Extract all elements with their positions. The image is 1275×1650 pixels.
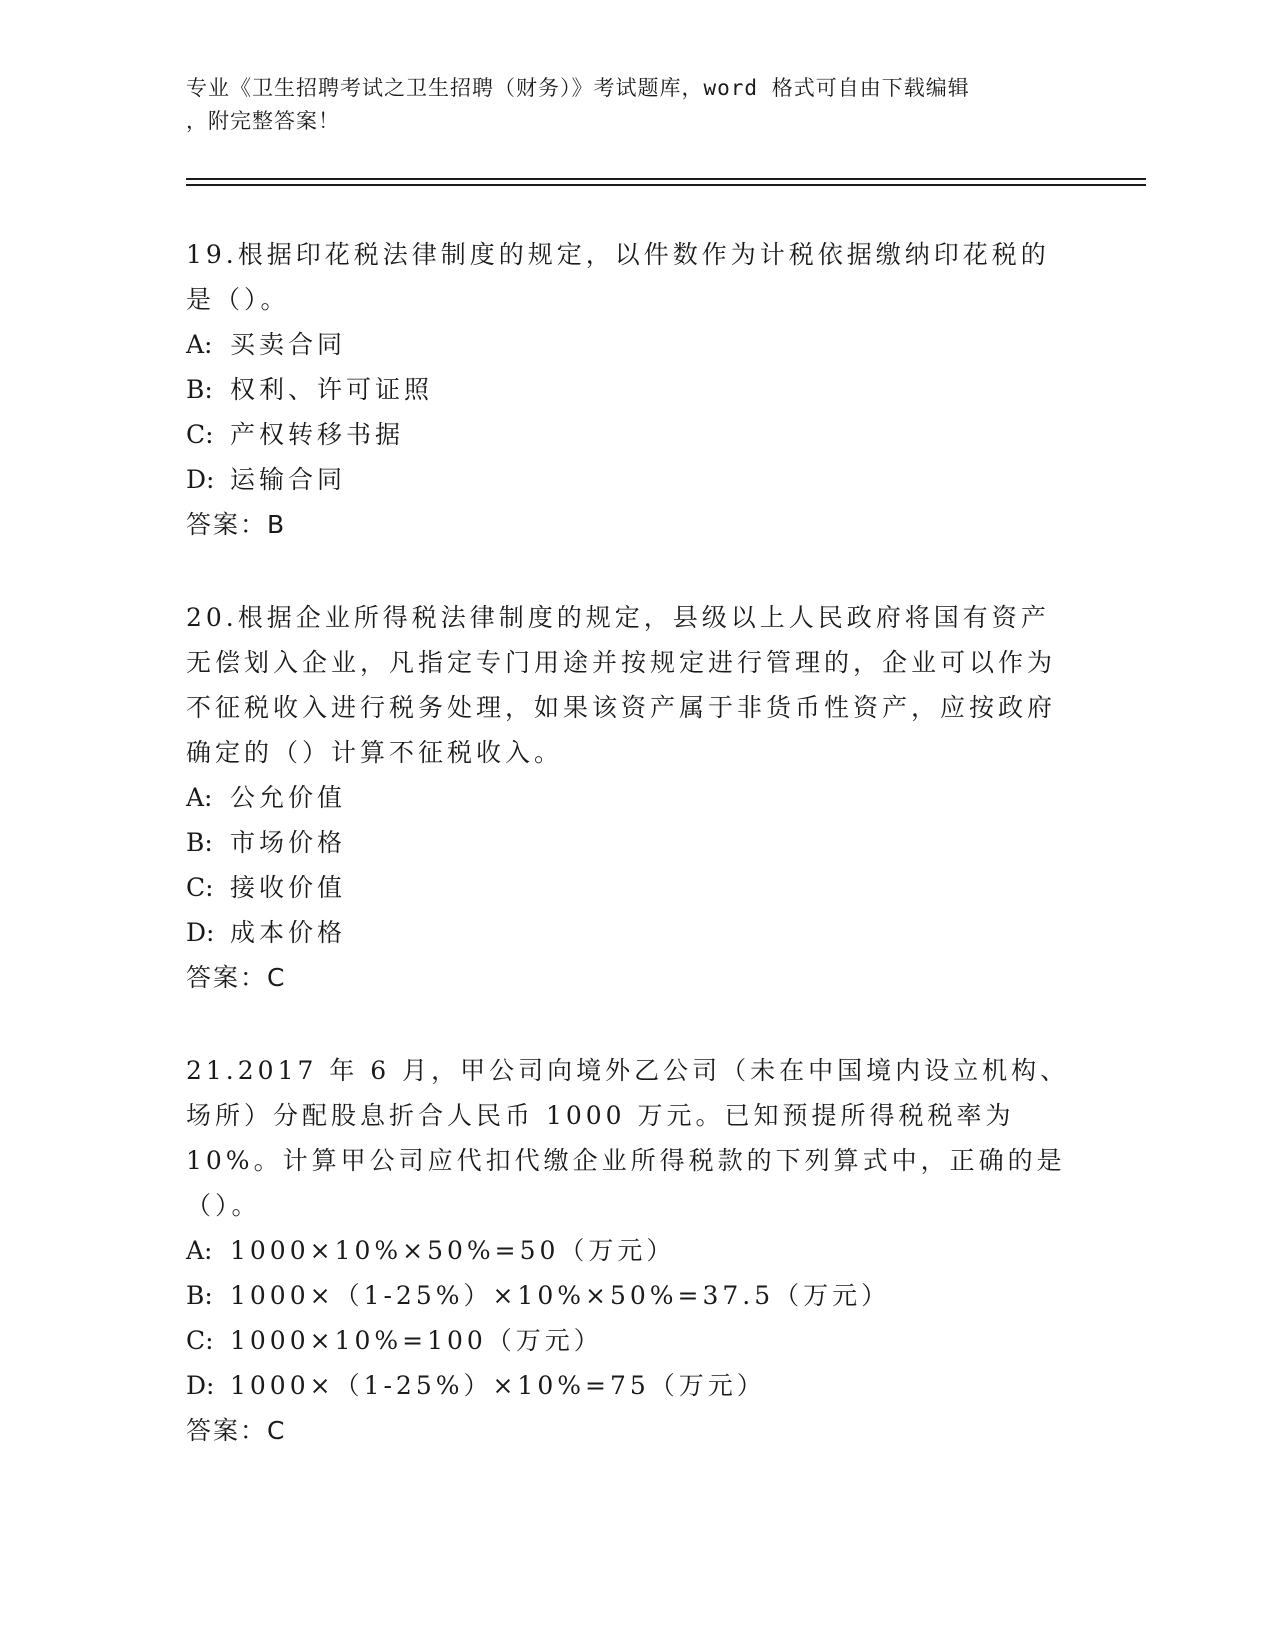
answer-line: 答案：C	[186, 963, 287, 992]
option-a	[186, 1228, 1076, 1273]
option-letter: B:	[186, 1281, 213, 1310]
option-text: 市场价格	[230, 828, 347, 857]
option-d	[186, 1363, 1076, 1408]
option-letter: A:	[186, 330, 213, 359]
question-text: 19.根据印花税法律制度的规定，以件数作为计税依据缴纳印花税的是（）。	[186, 240, 1050, 314]
option-letter: C:	[186, 1326, 214, 1355]
option-c	[186, 412, 1076, 457]
option-text: 产权转移书据	[230, 420, 405, 449]
question-21	[186, 1048, 1076, 1453]
option-letter: D:	[186, 918, 215, 947]
option-d	[186, 457, 1076, 502]
option-c	[186, 865, 1076, 910]
question-text: 20.根据企业所得税法律制度的规定，县级以上人民政府将国有资产无偿划入企业，凡指定专门用途并按规定进行管理的，企业可以作为不征税收入进行税务处理，如果该资产属于非货币性资产，应按政府确定的（）计算不征税收入。	[186, 603, 1057, 767]
question-19	[186, 232, 1076, 547]
option-text: 1000×10%=100（万元）	[230, 1326, 603, 1355]
option-letter: B:	[186, 828, 213, 857]
option-a	[186, 322, 1076, 367]
question-text: 21.2017 年 6 月，甲公司向境外乙公司（未在中国境内设立机构、场所）分配股息折合人民币 1000 万元。已知预提所得税税率为 10%。计算甲公司应代扣代缴企业所得税款的下列算式中，正确的是（）。	[186, 1056, 1070, 1220]
option-b	[186, 367, 1076, 412]
option-letter: D:	[186, 1371, 215, 1400]
header-divider-bottom	[186, 184, 1146, 186]
option-text: 运输合同	[230, 465, 347, 494]
option-letter: A:	[186, 1236, 213, 1265]
option-d	[186, 910, 1076, 955]
option-a	[186, 775, 1076, 820]
option-text: 接收价值	[230, 873, 347, 902]
option-letter: D:	[186, 465, 215, 494]
option-text: 1000×（1-25%）×10%×50%=37.5（万元）	[230, 1281, 891, 1310]
option-text: 买卖合同	[230, 330, 347, 359]
option-text: 权利、许可证照	[230, 375, 434, 404]
option-text: 成本价格	[230, 918, 347, 947]
question-20	[186, 595, 1076, 1000]
document-header	[186, 72, 1066, 138]
option-letter: C:	[186, 873, 214, 902]
header-line-2: ，附完整答案！	[186, 109, 340, 133]
option-c	[186, 1318, 1076, 1363]
option-text: 1000×10%×50%=50（万元）	[230, 1236, 676, 1265]
option-text: 1000×（1-25%）×10%=75（万元）	[230, 1371, 766, 1400]
option-letter: C:	[186, 420, 214, 449]
question-list	[186, 232, 1076, 1501]
answer-line: 答案：C	[186, 1416, 287, 1445]
option-text: 公允价值	[230, 783, 347, 812]
option-letter: B:	[186, 375, 213, 404]
option-letter: A:	[186, 783, 213, 812]
option-b	[186, 820, 1076, 865]
answer-line: 答案：B	[186, 510, 287, 539]
option-b	[186, 1273, 1076, 1318]
header-divider-top	[186, 178, 1146, 180]
header-line-1: 专业《卫生招聘考试之卫生招聘（财务）》考试题库，word 格式可自由下载编辑	[186, 76, 970, 100]
